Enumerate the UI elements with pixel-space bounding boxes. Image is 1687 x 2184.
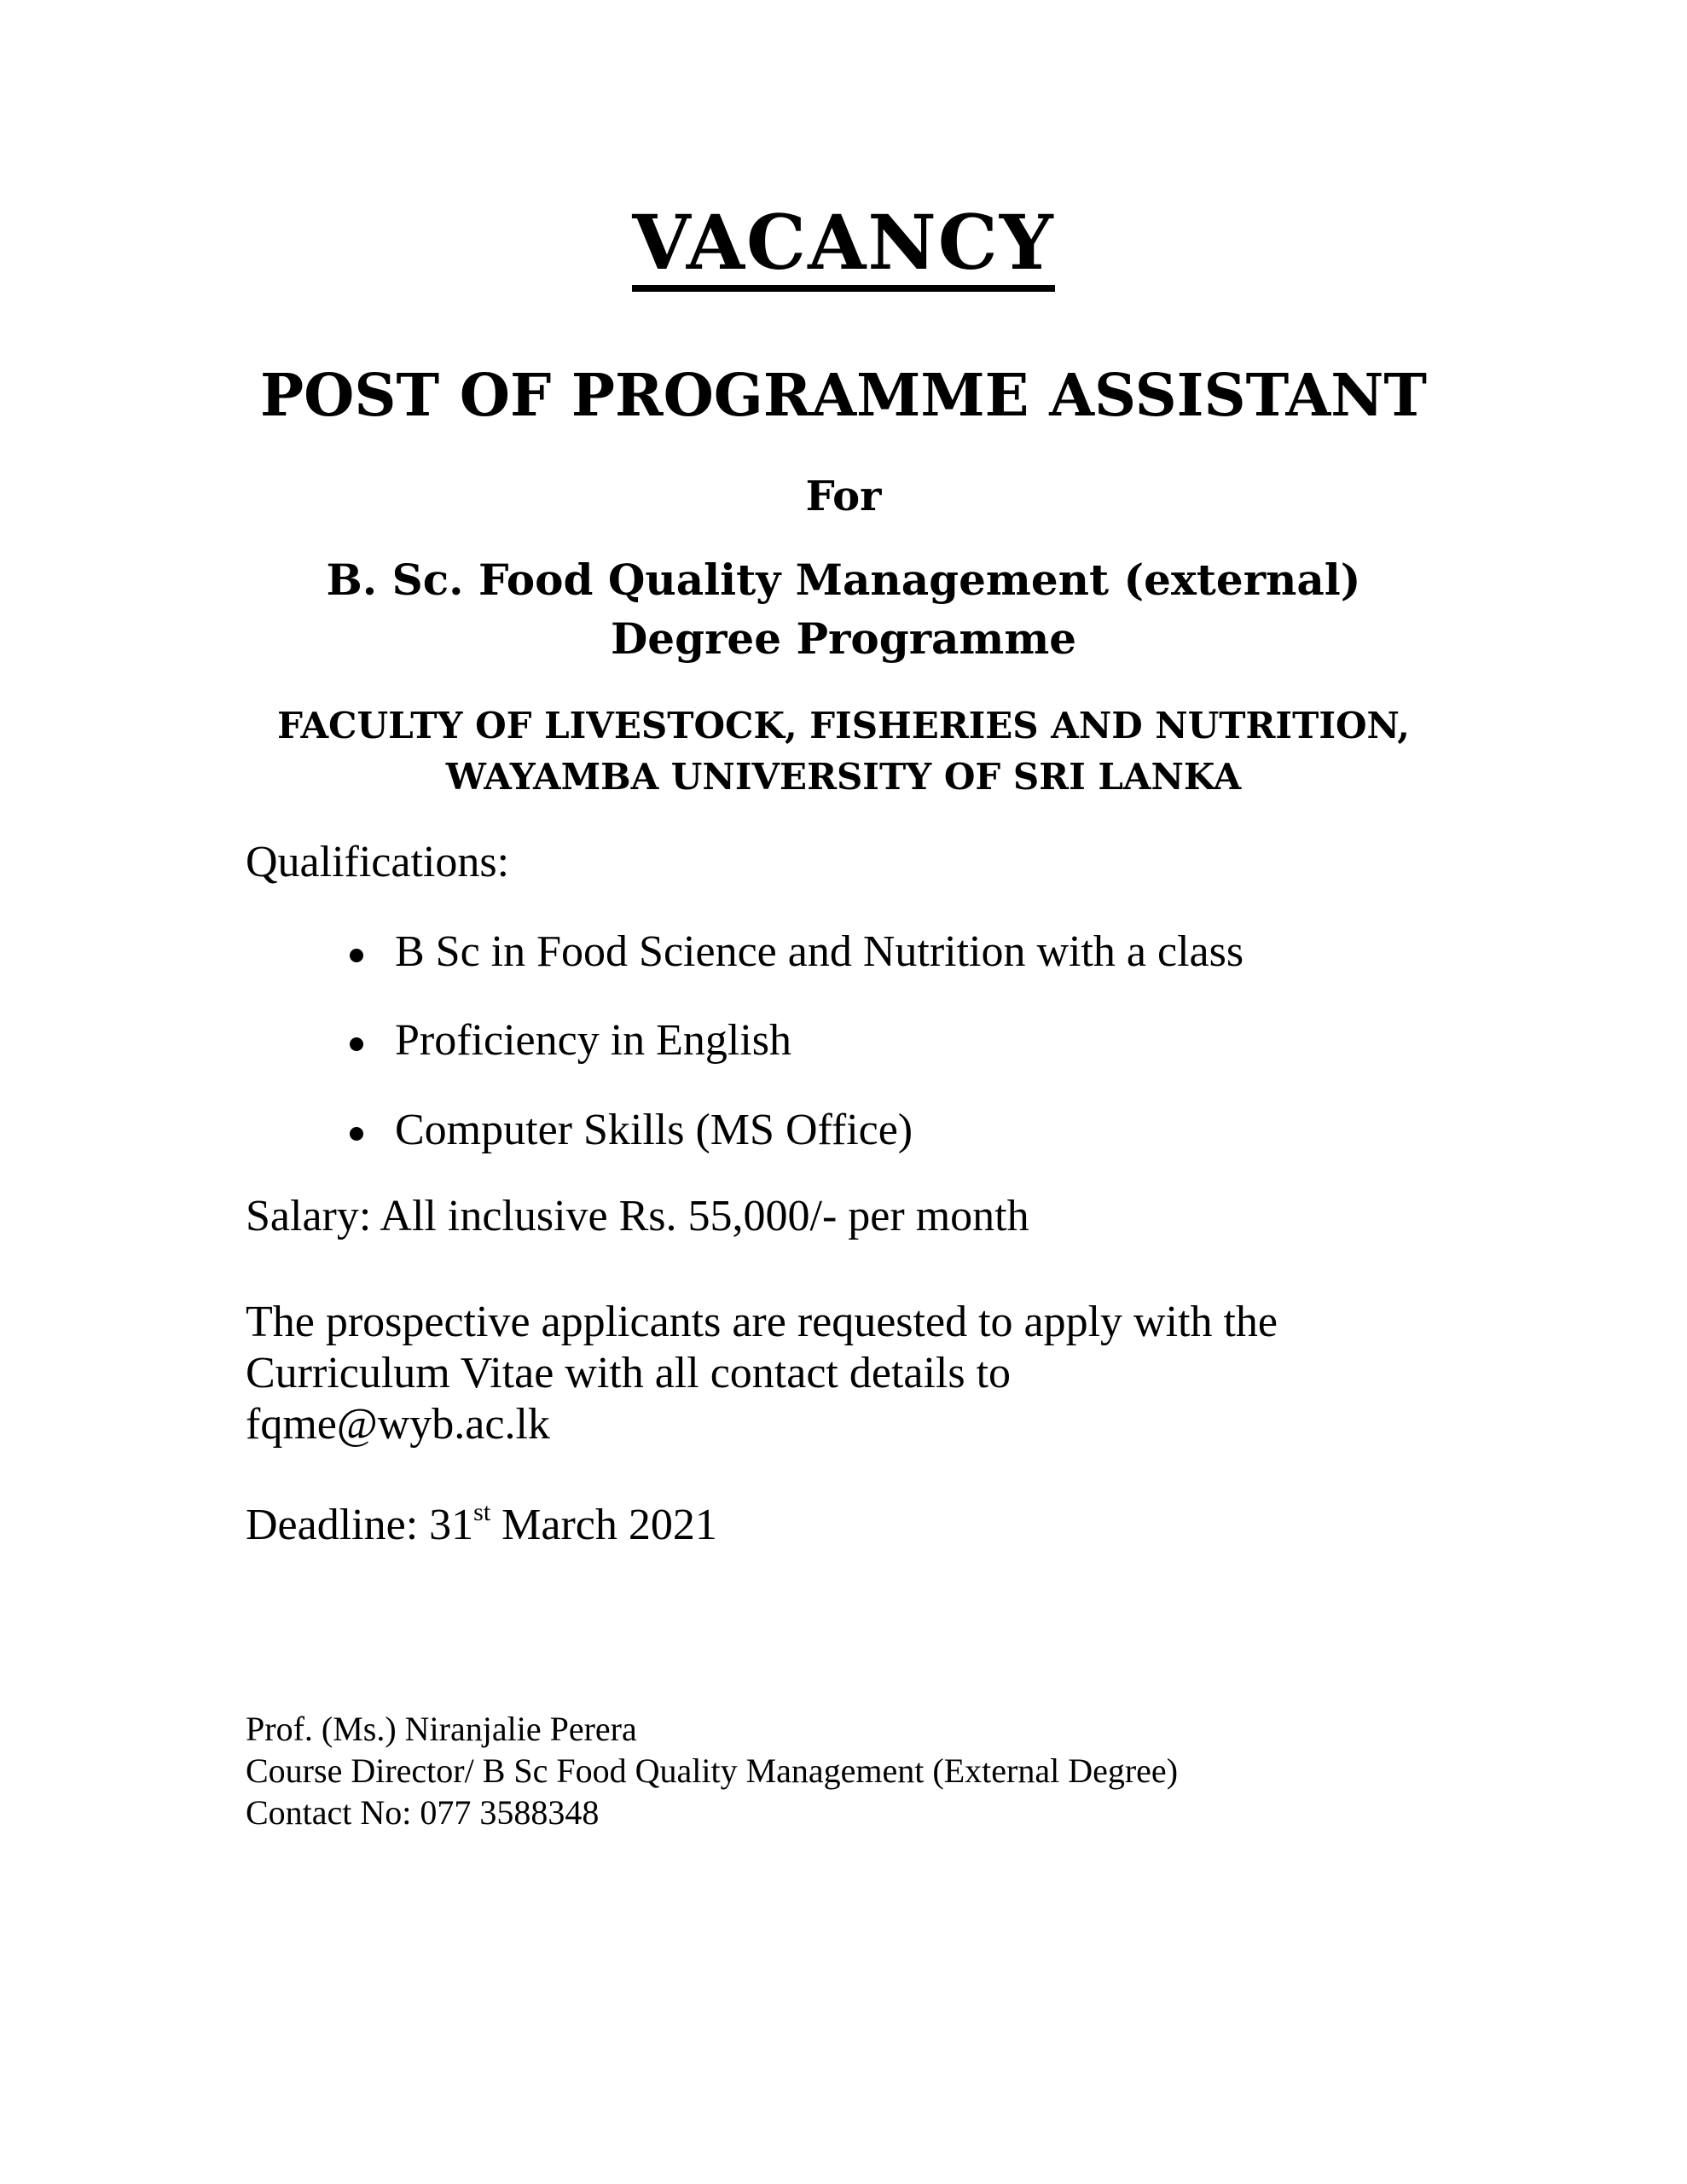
qualification-item: Proficiency in English (395, 1016, 792, 1065)
post-heading: POST OF PROGRAMME ASSISTANT (259, 362, 1427, 430)
bullet-icon (350, 1127, 363, 1141)
for-label: For (805, 473, 882, 520)
signatory-name: Prof. (Ms.) Niranjalie Perera (246, 1710, 637, 1748)
application-text: The prospective applicants are requested to apply with the Curriculum Vitae with all contact details to (246, 1298, 1278, 1397)
signatory-title: Course Director/ B Sc Food Quality Management (External Degree) (246, 1751, 1179, 1790)
salary-text: Salary: All inclusive Rs. 55,000/- per month (246, 1192, 1029, 1240)
deadline-date: March 2021 (490, 1501, 717, 1549)
bullet-icon (350, 949, 363, 962)
deadline-text (246, 1498, 717, 1549)
programme-line-1: B. Sc. Food Quality Management (external) (326, 555, 1361, 605)
application-instructions (246, 1297, 1440, 1450)
vacancy-heading: VACANCY (632, 205, 1054, 292)
email-link[interactable]: fqme@wyb.ac.lk (246, 1400, 550, 1449)
qualifications-heading: Qualifications: (246, 838, 510, 886)
bullet-icon (350, 1037, 363, 1051)
qualification-item: Computer Skills (MS Office) (395, 1106, 913, 1154)
deadline-ordinal: st (473, 1498, 491, 1526)
deadline-prefix: Deadline: 31 (246, 1501, 474, 1549)
signature-block (246, 1708, 1178, 1833)
faculty-line-1: FACULTY OF LIVESTOCK, FISHERIES AND NUTRITION, (277, 705, 1410, 746)
page-title (0, 198, 1687, 292)
qualification-item: B Sc in Food Science and Nutrition with a class (395, 927, 1244, 976)
signatory-contact: Contact No: 077 3588348 (246, 1793, 600, 1832)
faculty-line-2: WAYAMBA UNIVERSITY OF SRI LANKA (445, 756, 1242, 798)
programme-line-2: Degree Programme (610, 613, 1077, 664)
